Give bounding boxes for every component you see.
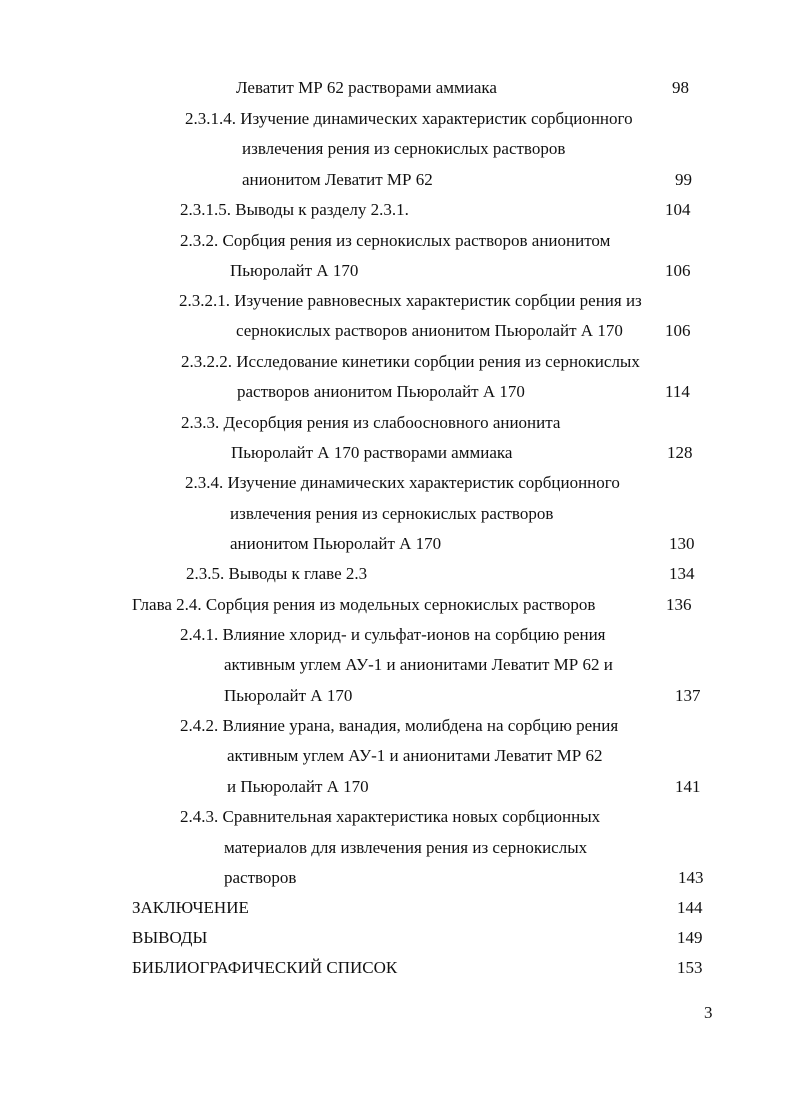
toc-line: и Пьюролайт А 170 (227, 777, 369, 796)
toc-line: активным углем АУ-1 и анионитами Леватит МР 62 (227, 746, 603, 765)
toc-line: Пьюролайт А 170 (230, 261, 359, 280)
toc-page-number: 153 (677, 958, 703, 977)
toc-line: растворов (224, 868, 297, 887)
toc-line: извлечения рения из сернокислых растворов (230, 504, 554, 523)
toc-line: анионитом Пьюролайт А 170 (230, 534, 442, 553)
toc-page-number: 128 (667, 443, 693, 462)
toc-line: 2.3.5. Выводы к главе 2.3 (186, 564, 368, 583)
toc-line: Глава 2.4. Сорбция рения из модельных сернокислых растворов (132, 595, 596, 614)
toc-page-number: 106 (665, 321, 691, 340)
toc-page-number: 114 (665, 382, 690, 401)
toc-page-number: 106 (665, 261, 691, 280)
toc-line: ВЫВОДЫ (132, 928, 208, 947)
toc-line: 2.3.4. Изучение динамических характеристик сорбционного (185, 473, 620, 492)
toc-line: извлечения рения из сернокислых растворов (242, 139, 566, 158)
toc-line: материалов для извлечения рения из сернокислых (224, 838, 588, 857)
toc-line: Леватит МР 62 растворами аммиака (236, 78, 497, 97)
toc-line: 2.4.3. Сравнительная характеристика новых сорбционных (180, 807, 601, 826)
toc-page-number: 98 (672, 78, 689, 97)
toc-page-number: 141 (675, 777, 701, 796)
toc-page-number: 149 (677, 928, 703, 947)
toc-line: 2.4.1. Влияние хлорид- и сульфат-ионов на сорбцию рения (180, 625, 606, 644)
toc-line: Пьюролайт А 170 растворами аммиака (231, 443, 513, 462)
toc-line: 2.3.2.2. Исследование кинетики сорбции рения из сернокислых (181, 352, 640, 371)
toc-line: активным углем АУ-1 и анионитами Леватит МР 62 и (224, 655, 613, 674)
toc-line: растворов анионитом Пьюролайт А 170 (237, 382, 525, 401)
toc-line: 2.3.1.4. Изучение динамических характеристик сорбционного (185, 109, 633, 128)
toc-line: 2.3.2.1. Изучение равновесных характеристик сорбции рения из (179, 291, 642, 310)
toc-page-number: 130 (669, 534, 695, 553)
page-number: 3 (704, 1003, 713, 1022)
toc-line: анионитом Леватит МР 62 (242, 170, 433, 189)
toc-page-number: 134 (669, 564, 695, 583)
toc-page-number: 136 (666, 595, 692, 614)
toc-line: сернокислых растворов анионитом Пьюролайт А 170 (236, 321, 623, 340)
toc-line: 2.3.1.5. Выводы к разделу 2.3.1. (180, 200, 409, 219)
toc-page-number: 137 (675, 686, 701, 705)
toc-line: 2.4.2. Влияние урана, ванадия, молибдена на сорбцию рения (180, 716, 619, 735)
toc-line: БИБЛИОГРАФИЧЕСКИЙ СПИСОК (132, 958, 398, 977)
toc-page-number: 144 (677, 898, 703, 917)
toc-page-number: 104 (665, 200, 691, 219)
toc-line: Пьюролайт А 170 (224, 686, 353, 705)
toc-line: ЗАКЛЮЧЕНИЕ (132, 898, 249, 917)
toc-line: 2.3.2. Сорбция рения из сернокислых растворов анионитом (180, 231, 611, 250)
toc-page-number: 99 (675, 170, 692, 189)
toc-page-number: 143 (678, 868, 704, 887)
toc-line: 2.3.3. Десорбция рения из слабоосновного анионита (181, 413, 561, 432)
